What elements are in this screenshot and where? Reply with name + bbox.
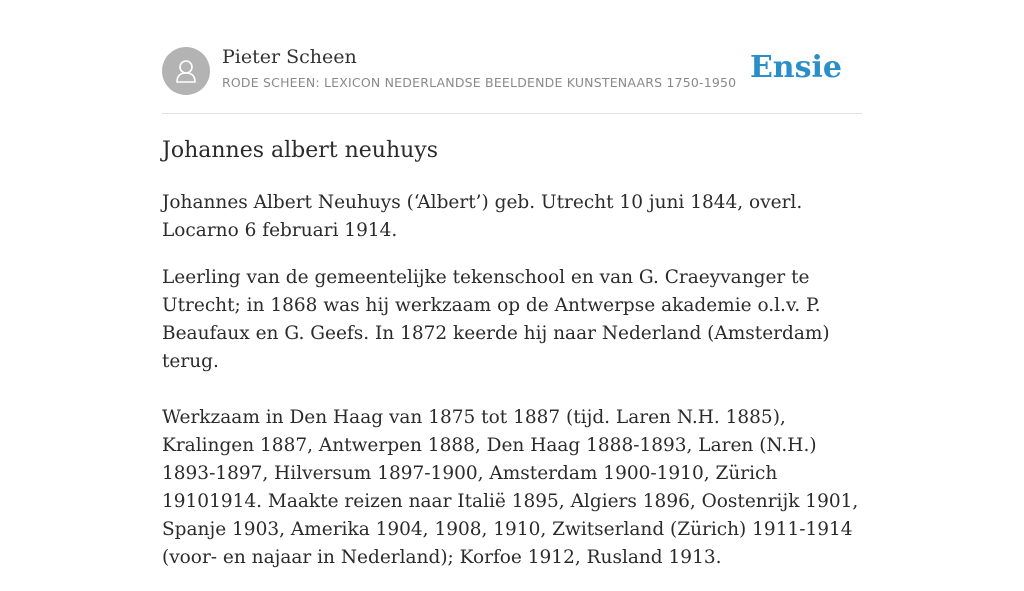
header: [162, 46, 862, 96]
author-name[interactable]: Pieter Scheen: [222, 46, 357, 68]
header-divider: [162, 113, 862, 114]
article-title: Johannes albert neuhuys: [162, 138, 439, 163]
article-paragraph: Leerling van de gemeentelijke tekenschool en van G. Craeyvanger te Utrecht; in 1868 was hij werkzaam op de Antwerpse akademie o.l.v. P. Beaufaux en G. Geefs. In 1872 keerde hij naar Nederland (Amsterdam) terug.: [162, 267, 830, 372]
source-title[interactable]: RODE SCHEEN: LEXICON NEDERLANDSE BEELDENDE KUNSTENAARS 1750-1950: [222, 75, 737, 90]
article-paragraph: Johannes Albert Neuhuys (‘Albert’) geb. Utrecht 10 juni 1844, overl. Locarno 6 februari 1914.: [162, 192, 803, 241]
article-paragraph: Werkzaam in Den Haag van 1875 tot 1887 (tijd. Laren N.H. 1885), Kralingen 1887, Antwerpen 1888, Den Haag 1888-1893, Laren (N.H.) 1893-1897, Hilversum 1897-1900, Amsterdam 1900-1910, Zürich 19101914. Maakte reizen naar Italië 1895, Algiers 1896, Oostenrijk 1901, Spanje 1903, Amerika 1904, 1908, 1910, Zwitserland (Zürich) 1911-1914 (voor- en najaar in Nederland); Korfoe 1912, Rusland 1913.: [162, 407, 859, 568]
user-avatar-icon: [171, 56, 201, 86]
article-body: [162, 189, 868, 591]
avatar[interactable]: [162, 47, 210, 95]
ensie-logo[interactable]: Ensie: [749, 50, 842, 85]
